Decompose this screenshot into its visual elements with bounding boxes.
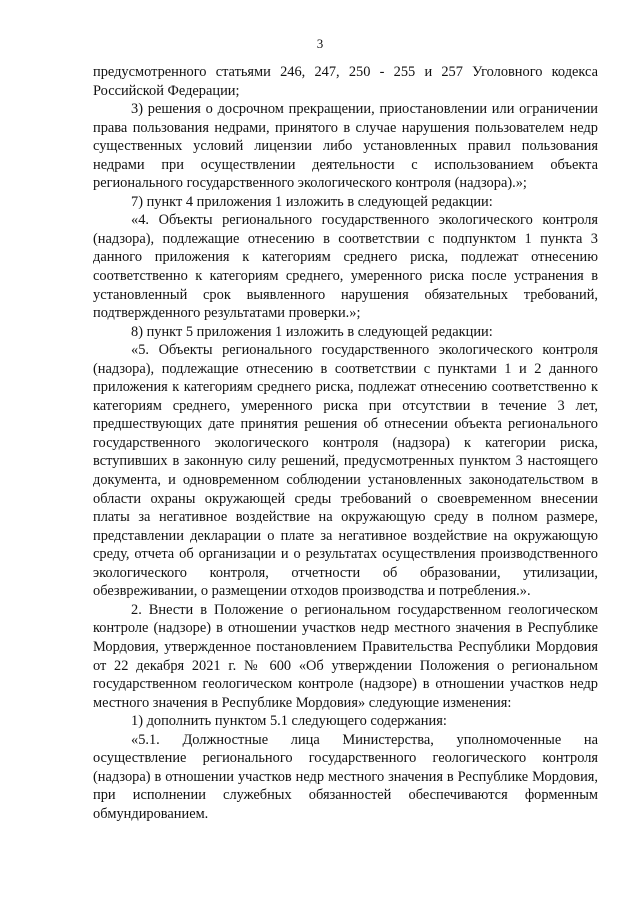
paragraph: 2. Внести в Положение о региональном государственном геологическом контроле (надзоре) в отношении участков недр местного значения в Республике Мордовия, утвержденное постановлением Правительства Республики Мордовия от 22 декабря 2021 г. № 600 «Об утверждении Положения о региональном государственном геологическом контроле (надзоре) в отношении участков недр местного значения в Республике Мордовия» следующие изменения:	[93, 601, 598, 711]
paragraph: 7) пункт 4 приложения 1 изложить в следующей редакции:	[131, 193, 493, 210]
paragraph: 8) пункт 5 приложения 1 изложить в следующей редакции:	[131, 323, 493, 340]
paragraph: «4. Объекты регионального государственного экологического контроля (надзора), подлежащие отнесению в соответствии с подпунктом 1 пункта 3 данного приложения к категориям среднего риска, подлежат отнесению соответственно к категориям среднего, умеренного риска после устранения в установленный срок выявленного нарушения обязательных требований, подтвержденного результатами проверки.»;	[93, 212, 598, 322]
document-body	[93, 63, 598, 823]
paragraph: «5.1. Должностные лица Министерства, уполномоченные на осуществление регионального государственного геологического контроля (надзора) в отношении участков недр местного значения в Республике Мордовия, при исполнении служебных обязанностей обеспечиваются форменным обмундированием.	[93, 731, 598, 822]
paragraph: «5. Объекты регионального государственного экологического контроля (надзора), подлежащие отнесению в соответствии с пунктами 1 и 2 данного приложения к категориям среднего риска, подлежат отнесению соответственно к категориям среднего, умеренного риска при отсутствии в течение 3 лет, предшествующих дате принятия решения об отнесении объекта регионального государственного экологического контроля (надзора) к категории риска, вступивших в законную силу решений, предусмотренных пунктом 3 настоящего документа, и одновременном соблюдении установленных законодательством в области охраны окружающей среды требований о своевременном внесении платы за негативное воздействие на окружающую среду в полном размере, представлении декларации о плате за негативное воздействие на окружающую среду, отчета об организации и о результатах осуществления производственного экологического контроля, отчетности об образовании, утилизации, обезвреживании, о размещении отходов производства и потребления.».	[93, 342, 598, 600]
paragraph: 3) решения о досрочном прекращении, приостановлении или ограничении права пользования недрами, принятого в случае нарушения пользователем недр существенных условий лицензии либо установленных правил пользования недрами при осуществлении деятельности с использованием объекта регионального государственного экологического контроля (надзора).»;	[93, 101, 598, 192]
page-number: 3	[316, 36, 324, 51]
paragraph: 1) дополнить пунктом 5.1 следующего содержания:	[131, 713, 447, 730]
paragraph: предусмотренного статьями 246, 247, 250 - 255 и 257 Уголовного кодекса Российской Федерации;	[93, 64, 598, 99]
